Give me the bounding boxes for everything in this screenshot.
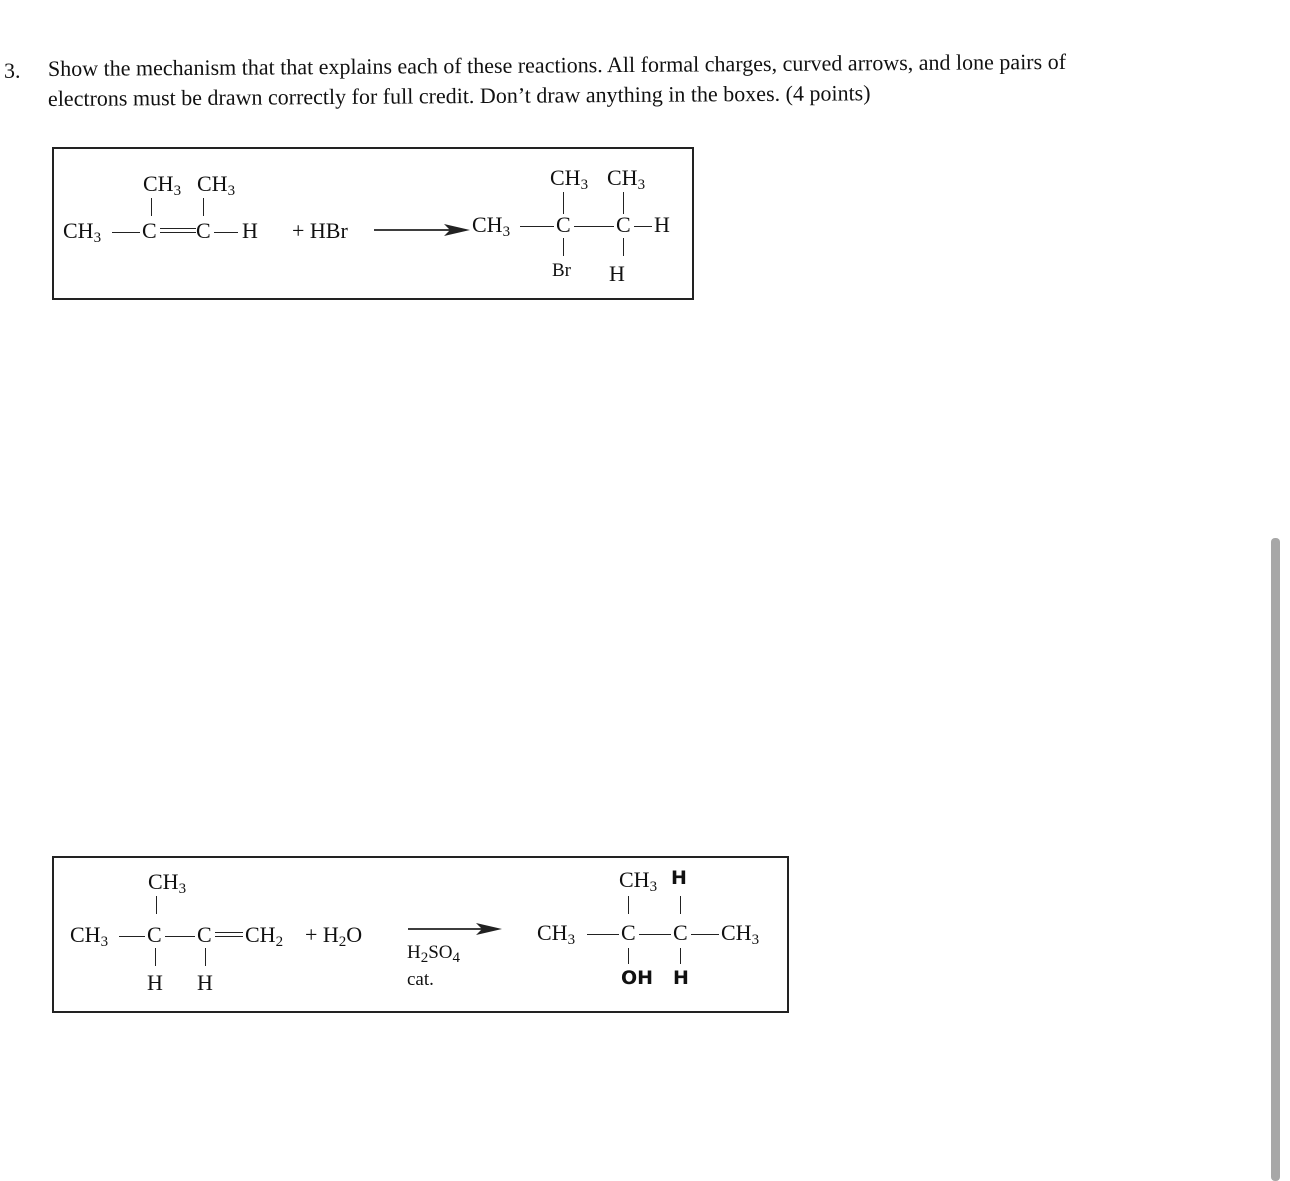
product2-bond-h2 bbox=[639, 934, 671, 935]
reactant1-methyl-right: $CH_3$ bbox=[197, 171, 236, 199]
question-text-line1: Show the mechanism that that explains each of these reactions. All formal charges, curved arrows, and lone pairs of bbox=[47, 48, 1067, 81]
reactant2-hydrogen-left: H bbox=[147, 970, 163, 995]
reaction2-reagent: + $H_2O$ bbox=[305, 922, 363, 950]
reactant2-hydrogen-right: H bbox=[197, 970, 213, 995]
reaction2-catalyst: $H_2SO_4$ bbox=[407, 942, 461, 966]
reactant1-methyl-left: $CH_3$ bbox=[143, 171, 182, 199]
product2-methyl-right: $CH_3$ bbox=[721, 920, 760, 948]
product1-bond-h3 bbox=[634, 226, 652, 227]
reactant1-carbon1: C bbox=[142, 218, 157, 243]
product1-bond-v2 bbox=[623, 192, 624, 214]
reactant2-carbon1: C bbox=[147, 922, 162, 947]
product1-methyl-right: $CH_3$ bbox=[607, 165, 646, 193]
product2-bond-v4 bbox=[680, 948, 681, 964]
product2-hydrogen-bottom: H bbox=[673, 967, 689, 989]
question-text-line2: electrons must be drawn correctly for full credit. Don’t draw anything in the boxes. (4 points) bbox=[47, 80, 871, 111]
reactant1-bond-h1 bbox=[112, 232, 140, 233]
reactant2-bond-v3 bbox=[205, 948, 206, 966]
product1-hydrogen: H bbox=[654, 212, 670, 237]
product1-bond-v3 bbox=[563, 238, 564, 256]
question-number: 3. bbox=[4, 58, 21, 83]
reaction1-reagent: + HBr bbox=[292, 218, 348, 243]
product2-hydrogen-top: H bbox=[671, 867, 687, 889]
product1-bond-h1 bbox=[520, 226, 554, 227]
product1-methyl-left: $CH_3$ bbox=[550, 165, 589, 193]
reactant1-bond-v2 bbox=[203, 198, 204, 216]
reaction2-arrow bbox=[408, 921, 502, 937]
product2-hydroxyl: OH bbox=[621, 967, 654, 989]
reaction2-catalyst-note: cat. bbox=[407, 969, 434, 990]
reactant2-bond-v1 bbox=[156, 896, 157, 914]
reactant1-methyl-main: $CH_3$ bbox=[63, 218, 102, 246]
reactant2-carbon2: C bbox=[197, 922, 212, 947]
reactant2-bond-h2 bbox=[165, 936, 195, 937]
product1-bromine: Br bbox=[552, 260, 571, 281]
product1-methyl-main: $CH_3$ bbox=[472, 212, 511, 240]
product1-carbon1: C bbox=[556, 212, 571, 237]
reactant1-bond-v1 bbox=[151, 198, 152, 216]
product2-bond-v1 bbox=[628, 896, 629, 914]
product1-bond-h2 bbox=[574, 226, 614, 227]
product1-carbon2: C bbox=[616, 212, 631, 237]
product2-methyl-top: $CH_3$ bbox=[619, 867, 658, 895]
reactant1-double-bond bbox=[160, 228, 196, 233]
product1-hydrogen-bottom: H bbox=[609, 261, 625, 286]
product1-bond-v4 bbox=[623, 238, 624, 256]
product2-bond-h3 bbox=[691, 934, 719, 935]
reactant2-bond-v2 bbox=[155, 948, 156, 966]
reaction1-arrow bbox=[374, 222, 470, 238]
reactant1-bond-h2 bbox=[214, 232, 238, 233]
reactant2-double-bond bbox=[215, 932, 243, 937]
reactant2-methyl-top: $CH_3$ bbox=[148, 869, 187, 897]
reactant2-methylene: $CH_2$ bbox=[245, 922, 284, 950]
reactant1-carbon2: C bbox=[196, 218, 211, 243]
reactant1-hydrogen: H bbox=[242, 218, 258, 243]
reactant2-bond-h1 bbox=[119, 936, 145, 937]
product2-carbon1: C bbox=[621, 920, 636, 945]
product2-carbon2: C bbox=[673, 920, 688, 945]
product2-bond-h1 bbox=[587, 934, 619, 935]
vertical-scrollbar[interactable] bbox=[1271, 538, 1280, 1181]
product2-bond-v2 bbox=[680, 896, 681, 914]
product2-methyl-main: $CH_3$ bbox=[537, 920, 576, 948]
product1-bond-v1 bbox=[563, 192, 564, 214]
product2-bond-v3 bbox=[628, 948, 629, 964]
reactant2-methyl-main: $CH_3$ bbox=[70, 922, 109, 950]
